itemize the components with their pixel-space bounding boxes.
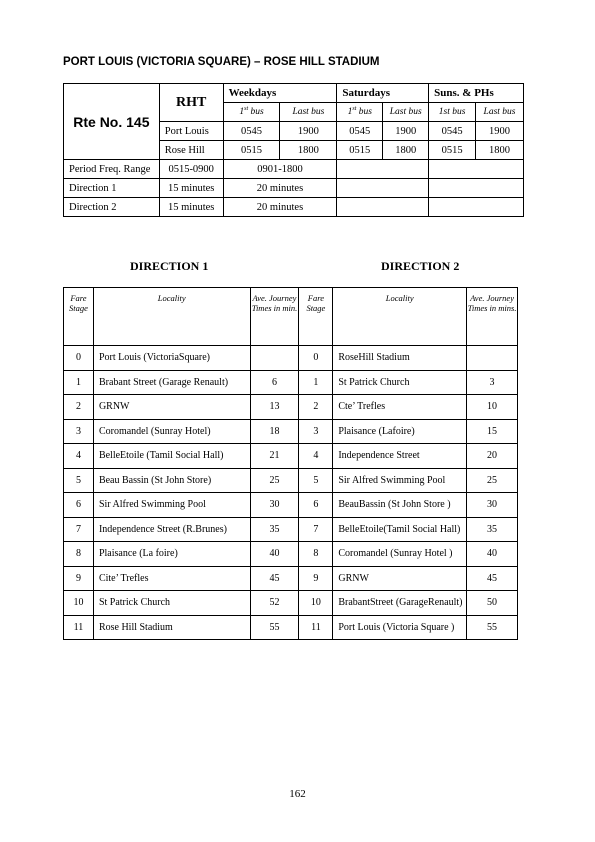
time-cell: 1800 [280, 141, 337, 160]
fare-stage-cell: 11 [64, 615, 94, 640]
locality-cell: BeauBassin (St John Store ) [333, 493, 467, 518]
fare-stage-cell: 8 [64, 542, 94, 567]
journey-time-cell: 30 [250, 493, 299, 518]
empty-cell [337, 198, 429, 217]
frequency-cell: 15 minutes [159, 198, 223, 217]
frequency-cell: 20 minutes [223, 179, 337, 198]
rht-label: RHT [159, 84, 223, 122]
last-bus-header: Last bus [383, 103, 429, 122]
table-row [64, 346, 518, 371]
journey-time-cell: 45 [250, 566, 299, 591]
period-label: Period Freq. Range [64, 160, 160, 179]
table-row [64, 591, 518, 616]
locality-cell: Plaisance (La foire) [93, 542, 250, 567]
journey-time-cell: 55 [467, 615, 518, 640]
fare-stage-cell: 10 [64, 591, 94, 616]
table-row [64, 370, 518, 395]
terminus-label: Port Louis [159, 122, 223, 141]
table-row [64, 395, 518, 420]
journey-time-cell: 45 [467, 566, 518, 591]
page-title: PORT LOUIS (VICTORIA SQUARE) – ROSE HILL STADIUM [63, 56, 380, 68]
locality-header: Locality [93, 288, 250, 346]
frequency-cell: 15 minutes [159, 179, 223, 198]
journey-time-cell: 13 [250, 395, 299, 420]
locality-cell: RoseHill Stadium [333, 346, 467, 371]
fare-stage-cell: 6 [299, 493, 333, 518]
fare-stage-cell: 8 [299, 542, 333, 567]
locality-cell: Coromandel (Sunray Hotel ) [333, 542, 467, 567]
journey-time-cell: 35 [467, 517, 518, 542]
fare-stage-cell: 9 [299, 566, 333, 591]
period-range-1: 0515-0900 [159, 160, 223, 179]
locality-cell: GRNW [333, 566, 467, 591]
page-number: 162 [289, 788, 306, 800]
journey-time-cell: 6 [250, 370, 299, 395]
route-number: Rte No. 145 [64, 84, 160, 160]
last-bus-header: Last bus [476, 103, 524, 122]
period-range-2: 0901-1800 [223, 160, 337, 179]
journey-time-cell: 40 [250, 542, 299, 567]
fare-stage-header: Fare Stage [64, 288, 94, 346]
locality-cell: Port Louis (VictoriaSquare) [93, 346, 250, 371]
fare-stage-header: Fare Stage [299, 288, 333, 346]
locality-cell: GRNW [93, 395, 250, 420]
locality-cell: Cte’ Trefles [333, 395, 467, 420]
journey-time-cell: 25 [250, 468, 299, 493]
time-cell: 0515 [429, 141, 476, 160]
table-row [64, 542, 518, 567]
table-row [64, 493, 518, 518]
fare-stage-cell: 11 [299, 615, 333, 640]
locality-cell: Rose Hill Stadium [93, 615, 250, 640]
time-cell: 0545 [429, 122, 476, 141]
schedule-table [63, 83, 524, 217]
time-cell: 0515 [223, 141, 280, 160]
time-cell: 1900 [280, 122, 337, 141]
empty-cell [429, 179, 524, 198]
time-cell: 1900 [383, 122, 429, 141]
journey-time-cell: 50 [467, 591, 518, 616]
fare-stage-cell: 3 [64, 419, 94, 444]
frequency-cell: 20 minutes [223, 198, 337, 217]
empty-cell [337, 179, 429, 198]
fare-stage-cell: 7 [64, 517, 94, 542]
journey-time-cell: 18 [250, 419, 299, 444]
locality-header: Locality [333, 288, 467, 346]
sundays-header: Suns. & PHs [429, 84, 524, 103]
fare-stage-cell: 4 [64, 444, 94, 469]
journey-time-cell: 55 [250, 615, 299, 640]
fare-stage-cell: 1 [64, 370, 94, 395]
fare-stage-cell: 7 [299, 517, 333, 542]
first-bus-header: 1st bus [223, 103, 280, 122]
fare-stage-table [63, 287, 518, 640]
fare-stage-cell: 2 [299, 395, 333, 420]
locality-cell: BelleEtoile (Tamil Social Hall) [93, 444, 250, 469]
locality-cell: St Patrick Church [93, 591, 250, 616]
last-bus-header: Last bus [280, 103, 337, 122]
locality-cell: BelleEtoile(Tamil Social Hall) [333, 517, 467, 542]
locality-cell: Sir Alfred Swimming Pool [333, 468, 467, 493]
journey-time-cell [467, 346, 518, 371]
locality-cell: Coromandel (Sunray Hotel) [93, 419, 250, 444]
journey-time-cell: 10 [467, 395, 518, 420]
journey-time-cell: 21 [250, 444, 299, 469]
locality-cell: Sir Alfred Swimming Pool [93, 493, 250, 518]
journey-time-cell [250, 346, 299, 371]
fare-stage-cell: 0 [64, 346, 94, 371]
locality-cell: Cite’ Trefles [93, 566, 250, 591]
time-cell: 1800 [476, 141, 524, 160]
journey-time-cell: 35 [250, 517, 299, 542]
time-cell: 1800 [383, 141, 429, 160]
table-row [64, 517, 518, 542]
first-bus-header: 1st bus [337, 103, 383, 122]
journey-time-cell: 3 [467, 370, 518, 395]
time-cell: 0515 [337, 141, 383, 160]
time-cell: 0545 [337, 122, 383, 141]
locality-cell: Independence Street (R.Brunes) [93, 517, 250, 542]
table-row [64, 419, 518, 444]
fare-stage-cell: 0 [299, 346, 333, 371]
journey-time-cell: 40 [467, 542, 518, 567]
terminus-label: Rose Hill [159, 141, 223, 160]
fare-stage-cell: 5 [299, 468, 333, 493]
journey-time-cell: 52 [250, 591, 299, 616]
fare-stage-cell: 3 [299, 419, 333, 444]
weekdays-header: Weekdays [223, 84, 337, 103]
journey-time-header: Ave. Journey Times in mins. [467, 288, 518, 346]
empty-cell [429, 160, 524, 179]
locality-cell: Independence Street [333, 444, 467, 469]
locality-cell: Beau Bassin (St John Store) [93, 468, 250, 493]
table-row [64, 566, 518, 591]
saturdays-header: Saturdays [337, 84, 429, 103]
locality-cell: Port Louis (Victoria Square ) [333, 615, 467, 640]
journey-time-cell: 30 [467, 493, 518, 518]
locality-cell: Brabant Street (Garage Renault) [93, 370, 250, 395]
table-row [64, 468, 518, 493]
fare-stage-cell: 2 [64, 395, 94, 420]
fare-stage-cell: 9 [64, 566, 94, 591]
locality-cell: BrabantStreet (GarageRenault) [333, 591, 467, 616]
locality-cell: St Patrick Church [333, 370, 467, 395]
first-bus-header: 1st bus [429, 103, 476, 122]
table-row [64, 444, 518, 469]
time-cell: 0545 [223, 122, 280, 141]
fare-stage-cell: 1 [299, 370, 333, 395]
fare-stage-cell: 4 [299, 444, 333, 469]
journey-time-cell: 15 [467, 419, 518, 444]
time-cell: 1900 [476, 122, 524, 141]
direction-1-label: Direction 1 [64, 179, 160, 198]
direction-2-heading: DIRECTION 2 [381, 259, 460, 273]
direction-2-label: Direction 2 [64, 198, 160, 217]
table-row [64, 615, 518, 640]
empty-cell [337, 160, 429, 179]
fare-stage-cell: 5 [64, 468, 94, 493]
empty-cell [429, 198, 524, 217]
direction-1-heading: DIRECTION 1 [130, 259, 209, 273]
fare-stage-cell: 6 [64, 493, 94, 518]
locality-cell: Plaisance (Lafoire) [333, 419, 467, 444]
journey-time-cell: 25 [467, 468, 518, 493]
fare-stage-cell: 10 [299, 591, 333, 616]
journey-time-header: Ave. Journey Times in min. [250, 288, 299, 346]
journey-time-cell: 20 [467, 444, 518, 469]
